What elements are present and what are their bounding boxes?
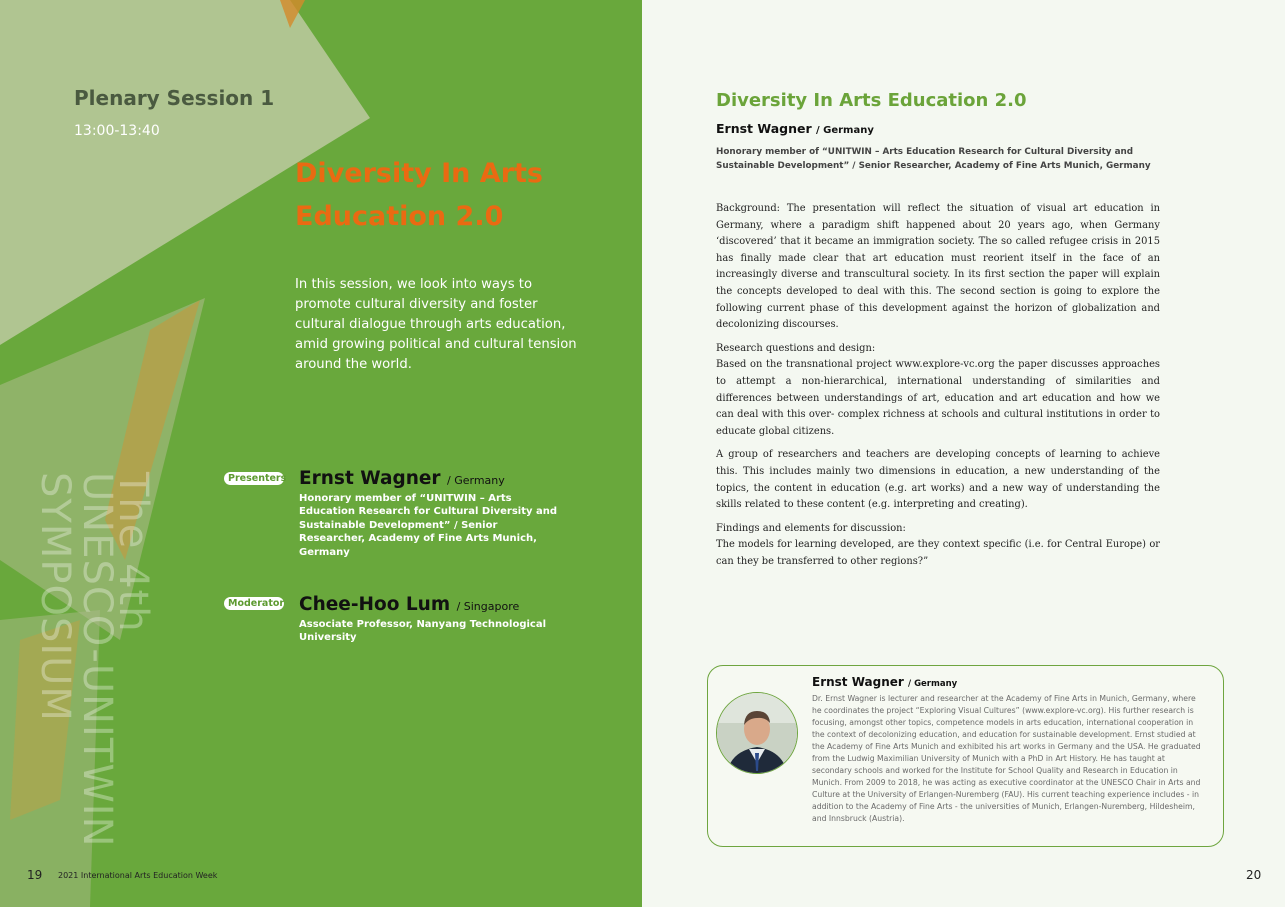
session-title-line1: Diversity In Arts <box>295 158 543 189</box>
presenter-affiliation: Honorary member of “UNITWIN – Arts Education Research for Cultural Diversity and Sustainable Development” / Senior Researcher, Academy of Fine Arts Munich, Germany <box>299 493 558 558</box>
right-speaker-name: Ernst Wagner <box>716 121 812 136</box>
presenter-name-line <box>299 468 505 489</box>
presenter-country: / Germany <box>447 474 505 487</box>
presenter-name: Ernst Wagner <box>299 468 441 489</box>
moderator-affiliation: Associate Professor, Nanyang Technological University <box>299 619 547 644</box>
vertical-title-line2: UNESCO-UNITWIN <box>74 472 120 848</box>
moderator-name: Chee-Hoo Lum <box>299 594 451 615</box>
right-speaker-country: / Germany <box>816 125 874 136</box>
right-title: Diversity In Arts Education 2.0 <box>716 90 1027 111</box>
presenters-badge: Presenters <box>224 472 284 485</box>
moderator-name-line <box>299 594 519 615</box>
abstract-research-text: Based on the transnational project www.explore-vc.org the paper discusses approaches to attempt a non-hierarchical, international understanding of similarities and differences between understandings of art, education and art education and how we can deal with this over- complex richness at schools and cultural institutions in order to educate global citizens. <box>716 359 1160 437</box>
session-title-line2: Education 2.0 <box>295 201 504 232</box>
bio-text: Dr. Ernst Wagner is lecturer and researcher at the Academy of Fine Arts in Munich, Germany, where he coordinates the project “Exploring Visual Cultures” (www.explore-vc.org). His further research is focusing, amongst other topics, competence models in arts education, international cooperation in the context of decolonizing education, and education for sustainable development. Ernst studied at the Academy of Fine Arts Munich and exhibited his art works in Germany and the USA. He graduated from the Ludwig Maximilian University of Munich with a PhD in Art History. He has taught at secondary schools and worked for the Institute for School Quality and Research in Education in Munich. From 2009 to 2018, he was acting as executive coordinator at the UNESCO Chair in Arts and Culture at the University of Erlangen-Nuremberg (FAU). His current teaching experience includes - in addition to the Academy of Fine Arts - the universities of Munich, Erlangen-Nuremberg, Hildesheim, and Innsbruck (Austria). <box>812 694 1201 823</box>
session-description: In this session, we look into ways to promote cultural diversity and foster cultural dialogue through arts education, amid growing political and cultural tension around the world. <box>295 277 577 372</box>
bio-country: / Germany <box>908 679 958 689</box>
page-number-left: 19 <box>27 868 43 882</box>
vertical-title-line3: SYMPOSIUM <box>32 472 78 722</box>
moderator-badge: Moderator <box>224 597 284 610</box>
footer-text: 2021 International Arts Education Week <box>58 871 218 880</box>
session-title <box>295 152 595 238</box>
session-time: 13:00-13:40 <box>74 123 160 139</box>
right-speaker-line <box>716 121 874 136</box>
abstract-research-heading: Research questions and design: <box>716 342 876 354</box>
moderator-country: / Singapore <box>456 600 520 613</box>
bio-name-line <box>812 675 957 689</box>
speaker-portrait-icon <box>717 693 797 773</box>
abstract-background: Background: The presentation will reflect the situation of visual art education in Germany, where a paradigm shift happened about 20 years ago, when Germany ‘discovered’ that it became an immigration society. The so called refugee crisis in 2015 has finally made clear that art education must reorient itself in the face of an increasingly diverse and transcultural society. In its first section the paper will explain the concepts developed to deal with this. The second section is going to explore the following current phase of this development against the horizon of globalization and decolonizing discourses. <box>716 203 1160 331</box>
abstract <box>716 201 1160 577</box>
abstract-findings-text: The models for learning developed, are they context specific (i.e. for Central Europe) or can they be transferred to other regions?” <box>716 539 1160 567</box>
session-label: Plenary Session 1 <box>74 86 275 110</box>
speaker-photo <box>716 692 798 774</box>
right-speaker-affiliation: Honorary member of “UNITWIN – Arts Education Research for Cultural Diversity and Sustainable Development” / Senior Researcher, Academy of Fine Arts Munich, Germany <box>716 147 1151 172</box>
bio-name: Ernst Wagner <box>812 675 904 689</box>
page-number-right: 20 <box>1246 868 1262 882</box>
left-page <box>0 0 642 907</box>
vertical-title-line1: The 4th <box>110 472 156 633</box>
abstract-findings-heading: Findings and elements for discussion: <box>716 522 906 534</box>
abstract-group-text: A group of researchers and teachers are developing concepts of learning to achieve this. This includes mainly two dimensions in education, a new understanding of the topics, the content in education (e.g. art works) and a new way of understanding the skills related to these content (e.g. interpreting and creating). <box>716 449 1160 511</box>
